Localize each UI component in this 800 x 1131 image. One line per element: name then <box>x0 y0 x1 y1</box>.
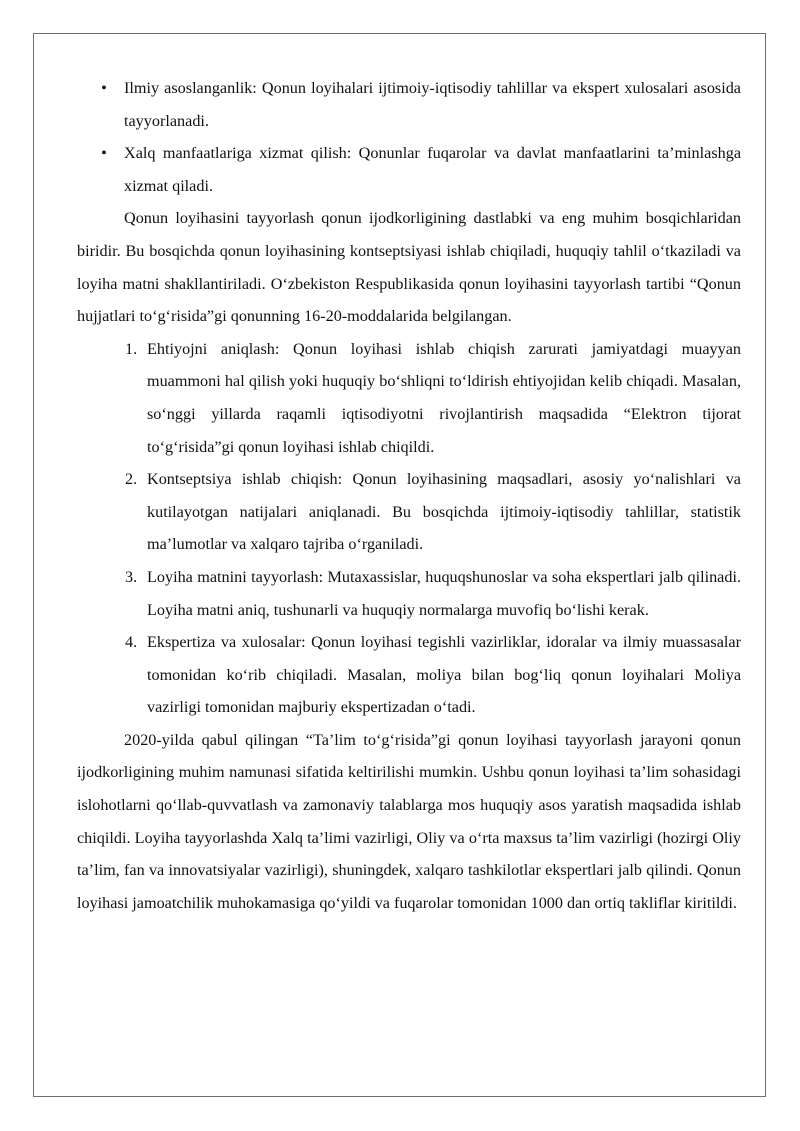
list-text: Loyiha matnini tayyorlash: Mutaxassislar, huquqshunoslar va soha ekspertlari jalb qilinadi. Loyiha matni aniq, tushunarli va huquqiy normalarga muvofiq bo‘lishi kerak. <box>147 567 741 619</box>
numbered-list <box>77 333 741 724</box>
bullet-text: Ilmiy asoslanganlik: Qonun loyihalari ijtimoiy-iqtisodiy tahlillar va ekspert xulosalari asosida tayyorlanadi. <box>124 79 741 130</box>
list-number: 4. <box>125 633 138 652</box>
list-item <box>77 561 741 626</box>
bullet-list <box>77 72 741 202</box>
list-number: 2. <box>125 470 138 489</box>
bullet-text: Xalq manfaatlariga xizmat qilish: Qonunlar fuqarolar va davlat manfaatlarini ta’minlashga xizmat qiladi. <box>124 144 741 195</box>
bullet-icon: • <box>101 144 107 163</box>
list-text: Ehtiyojni aniqlash: Qonun loyihasi ishlab chiqish zarurati jamiyatdagi muayyan muammoni hal qilish yoki huquqiy bo‘shliqni to‘ldirish ehtiyojidan kelib chiqadi. Masalan, so‘nggi yillarda raqamli iqtisodiyotni rivojlantirish maqsadida “Elektron tijorat to‘g‘risida”gi qonun loyihasi ishlab chiqildi. <box>147 339 741 456</box>
list-text: Kontseptsiya ishlab chiqish: Qonun loyihasining maqsadlari, asosiy yo‘nalishlari va kutilayotgan natijalari aniqlanadi. Bu bosqichda ijtimoiy-iqtisodiy tahlillar, statistik ma’lumotlar va xalqaro tajriba o‘rganiladi. <box>147 470 741 554</box>
list-item <box>77 72 741 137</box>
list-item <box>77 137 741 202</box>
document-body <box>77 72 741 919</box>
list-item <box>77 626 741 724</box>
list-number: 1. <box>125 339 138 358</box>
list-number: 3. <box>125 567 138 586</box>
list-item <box>77 463 741 561</box>
list-text: Ekspertiza va xulosalar: Qonun loyihasi tegishli vazirliklar, idoralar va ilmiy muassasalar tomonidan ko‘rib chiqiladi. Masalan, moliya bilan bog‘liq qonun loyihalari Moliya vazirligi tomonidan majburiy ekspertizadan o‘tadi. <box>147 633 741 717</box>
paragraph: 2020-yilda qabul qilingan “Ta’lim to‘g‘risida”gi qonun loyihasi tayyorlash jarayoni qonun ijodkorligining muhim namunasi sifatida keltirilishi mumkin. Ushbu qonun loyihasi ta’lim sohasidagi islohotlarni qo‘llab-quvvatlash va zamonaviy talablarga mos huquqiy asos yaratish maqsadida ishlab chiqildi. Loyiha tayyorlashda Xalq ta’limi vazirligi, Oliy va o‘rta maxsus ta’lim vazirligi (hozirgi Oliy ta’lim, fan va innovatsiyalar vazirligi), shuningdek, xalqaro tashkilotlar ekspertlari jalb qilindi. Qonun loyihasi jamoatchilik muhokamasiga qo‘yildi va fuqarolar tomonidan 1000 dan ortiq takliflar kiritildi. <box>77 730 741 912</box>
bullet-icon: • <box>101 79 107 97</box>
paragraph: Qonun loyihasini tayyorlash qonun ijodkorligining dastlabki va eng muhim bosqichlaridan biridir. Bu bosqichda qonun loyihasining kontseptsiyasi ishlab chiqiladi, huquqiy tahlil o‘tkaziladi va loyiha matni shakllantiriladi. O‘zbekiston Respublikasida qonun loyihasini tayyorlash tartibi “Qonun hujjatlari to‘g‘risida”gi qonunning 16-20-moddalarida belgilangan. <box>77 209 741 326</box>
list-item <box>77 333 741 463</box>
